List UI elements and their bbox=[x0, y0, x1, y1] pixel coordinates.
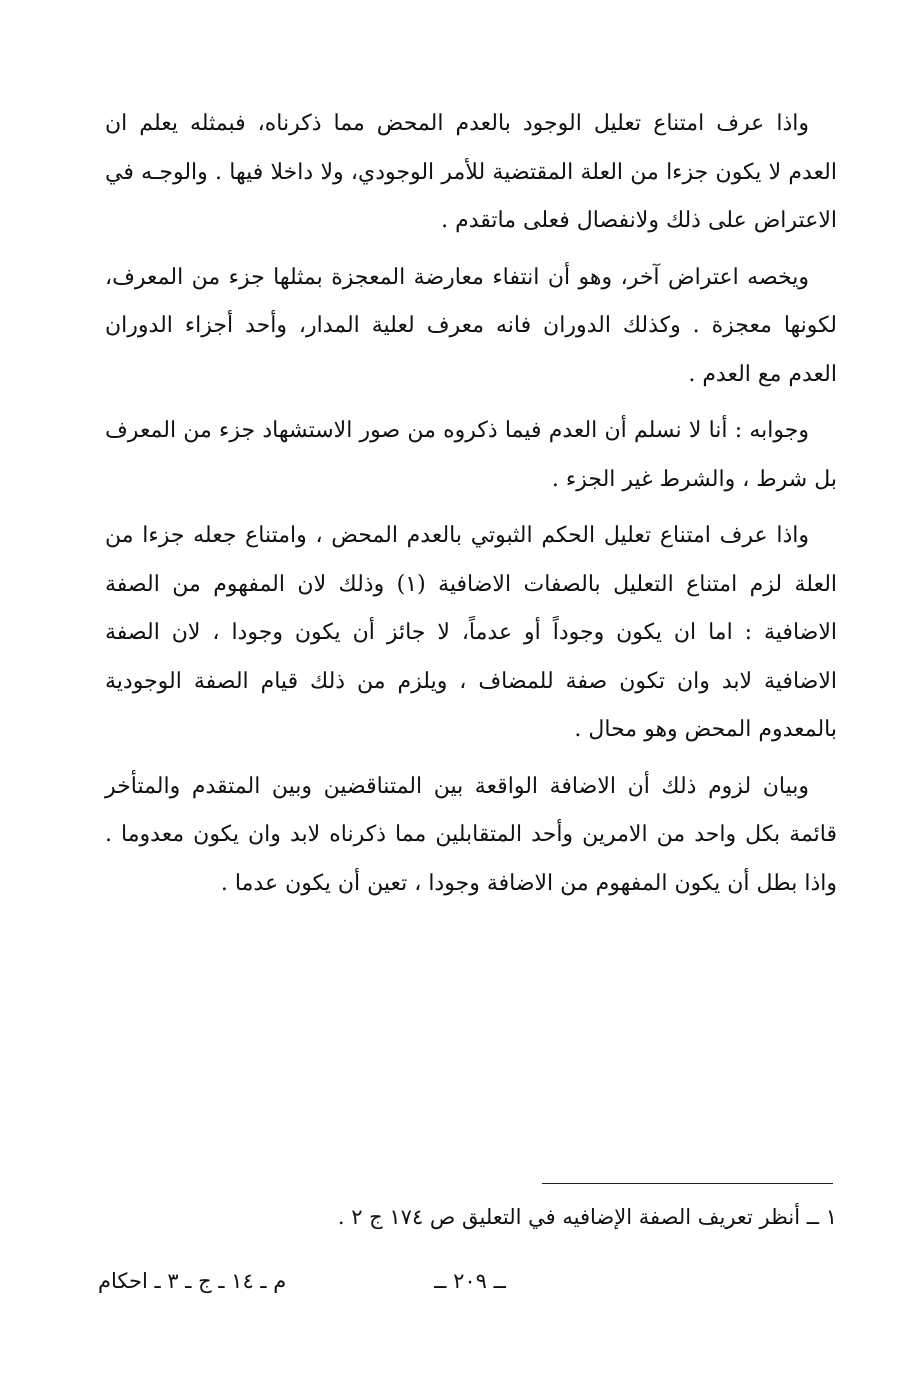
paragraph-2: ويخصه اعتراض آخر، وهو أن انتفاء معارضة المعجزة بمثلها جزء من المعرف، لكونها معجزة . وكذلك الدوران فانه معرف لعلية المدار، وأحد أجزاء الدوران العدم مع العدم . bbox=[105, 264, 837, 387]
paragraph-3: وجوابه : أنا لا نسلم أن العدم فيما ذكروه من صور الاستشهاد جزء من المعرف بل شرط ، والشرط غير الجزء . bbox=[105, 418, 837, 492]
page-number: ــ ٢٠٩ ــ bbox=[434, 1269, 506, 1293]
printer-signature: م ـ ١٤ ـ ج ـ ٣ ـ احكام bbox=[98, 1269, 287, 1293]
paragraph-4: واذا عرف امتناع تعليل الحكم الثبوتي بالعدم المحض ، وامتناع جعله جزءا من العلة لزم امتناع التعليل بالصفات الاضافية (١) وذلك لان المفهوم من الصفة الاضافية : اما ان يكون وجوداً أو عدماً، لا جائز أن يكون وجودا ، لان الصفة الاضافية لابد وان تكون صفة للمضاف ، ويلزم من ذلك قيام الصفة الوجودية بالمعدوم المحض وهو محال . bbox=[105, 523, 838, 742]
paragraph-5: وبيان لزوم ذلك أن الاضافة الواقعة بين المتناقضين وبين المتقدم والمتأخر قائمة بكل واحد من الامرين وأحد المتقابلين مما ذكرناه لابد وان يكون معدوما . واذا بطل أن يكون المفهوم من الاضافة وجودا ، تعين أن يكون عدما . bbox=[105, 773, 837, 896]
footnote: ١ ــ أنظر تعريف الصفة الإضافيه في التعليق ص ١٧٤ ج ٢ . bbox=[337, 1205, 837, 1229]
footnote-divider bbox=[542, 1183, 833, 1184]
paragraph-1: واذا عرف امتناع تعليل الوجود بالعدم المحض مما ذكرناه، فبمثله يعلم ان العدم لا يكون جزءا من العلة المقتضية للأمر الوجودي، ولا داخلا فيها . والوجـه في الاعتراض على ذلك ولانفصال فعلى ماتقدم . bbox=[105, 111, 837, 233]
main-text bbox=[105, 100, 837, 916]
